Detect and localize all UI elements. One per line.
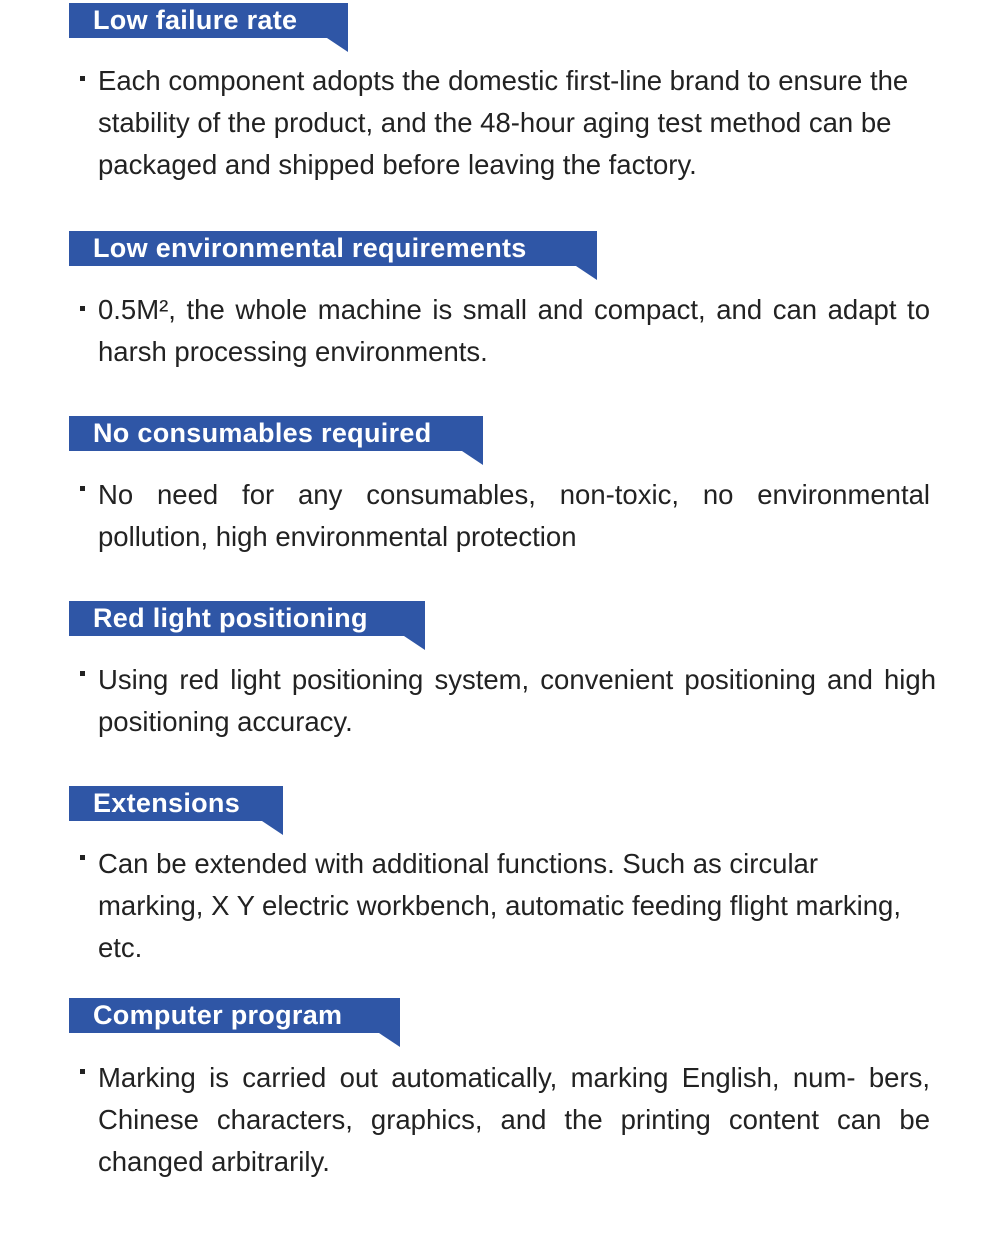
section-heading: Low environmental requirements — [93, 233, 527, 263]
banner-tail — [404, 636, 425, 650]
banner-tail — [379, 1033, 400, 1047]
section-description: Can be extended with additional functions. Such as circular marking, X Y electric workbench, automatic feeding flight marking, etc. — [98, 848, 901, 963]
banner-tail — [262, 821, 283, 835]
section-heading: Extensions — [93, 788, 241, 818]
section-description: Marking is carried out automatically, marking English, num- bers, Chinese characters, graphics, and the printing content can be changed arbitrarily. — [98, 1062, 930, 1177]
banner-tail — [576, 266, 597, 280]
section-description: 0.5M², the whole machine is small and compact, and can adapt to harsh processing environments. — [98, 294, 930, 367]
bullet-icon — [80, 1069, 85, 1074]
bullet-icon — [80, 671, 85, 676]
banner-tail — [462, 451, 483, 465]
section-heading: No consumables required — [93, 418, 432, 448]
section-heading: Red light positioning — [93, 603, 368, 633]
section-heading-banner — [69, 231, 597, 266]
section-description: Each component adopts the domestic first-line brand to ensure the stability of the product, and the 48-hour aging test method can be packaged and shipped before leaving the factory. — [98, 65, 909, 180]
section-description: No need for any consumables, non-toxic, no environmental pollution, high environmental protection — [98, 479, 930, 552]
bullet-icon — [80, 486, 85, 491]
section-heading: Low failure rate — [93, 5, 298, 35]
section-heading-banner — [69, 998, 400, 1033]
section-heading: Computer program — [93, 1000, 343, 1030]
section-heading-banner — [69, 601, 425, 636]
bullet-icon — [80, 855, 85, 860]
section-heading-banner — [69, 416, 483, 451]
section-description: Using red light positioning system, convenient positioning and high positioning accuracy. — [98, 664, 936, 737]
section-heading-banner — [69, 3, 348, 38]
banner-tail — [327, 38, 348, 52]
bullet-icon — [80, 76, 85, 81]
section-heading-banner — [69, 786, 283, 821]
bullet-icon — [80, 306, 85, 311]
